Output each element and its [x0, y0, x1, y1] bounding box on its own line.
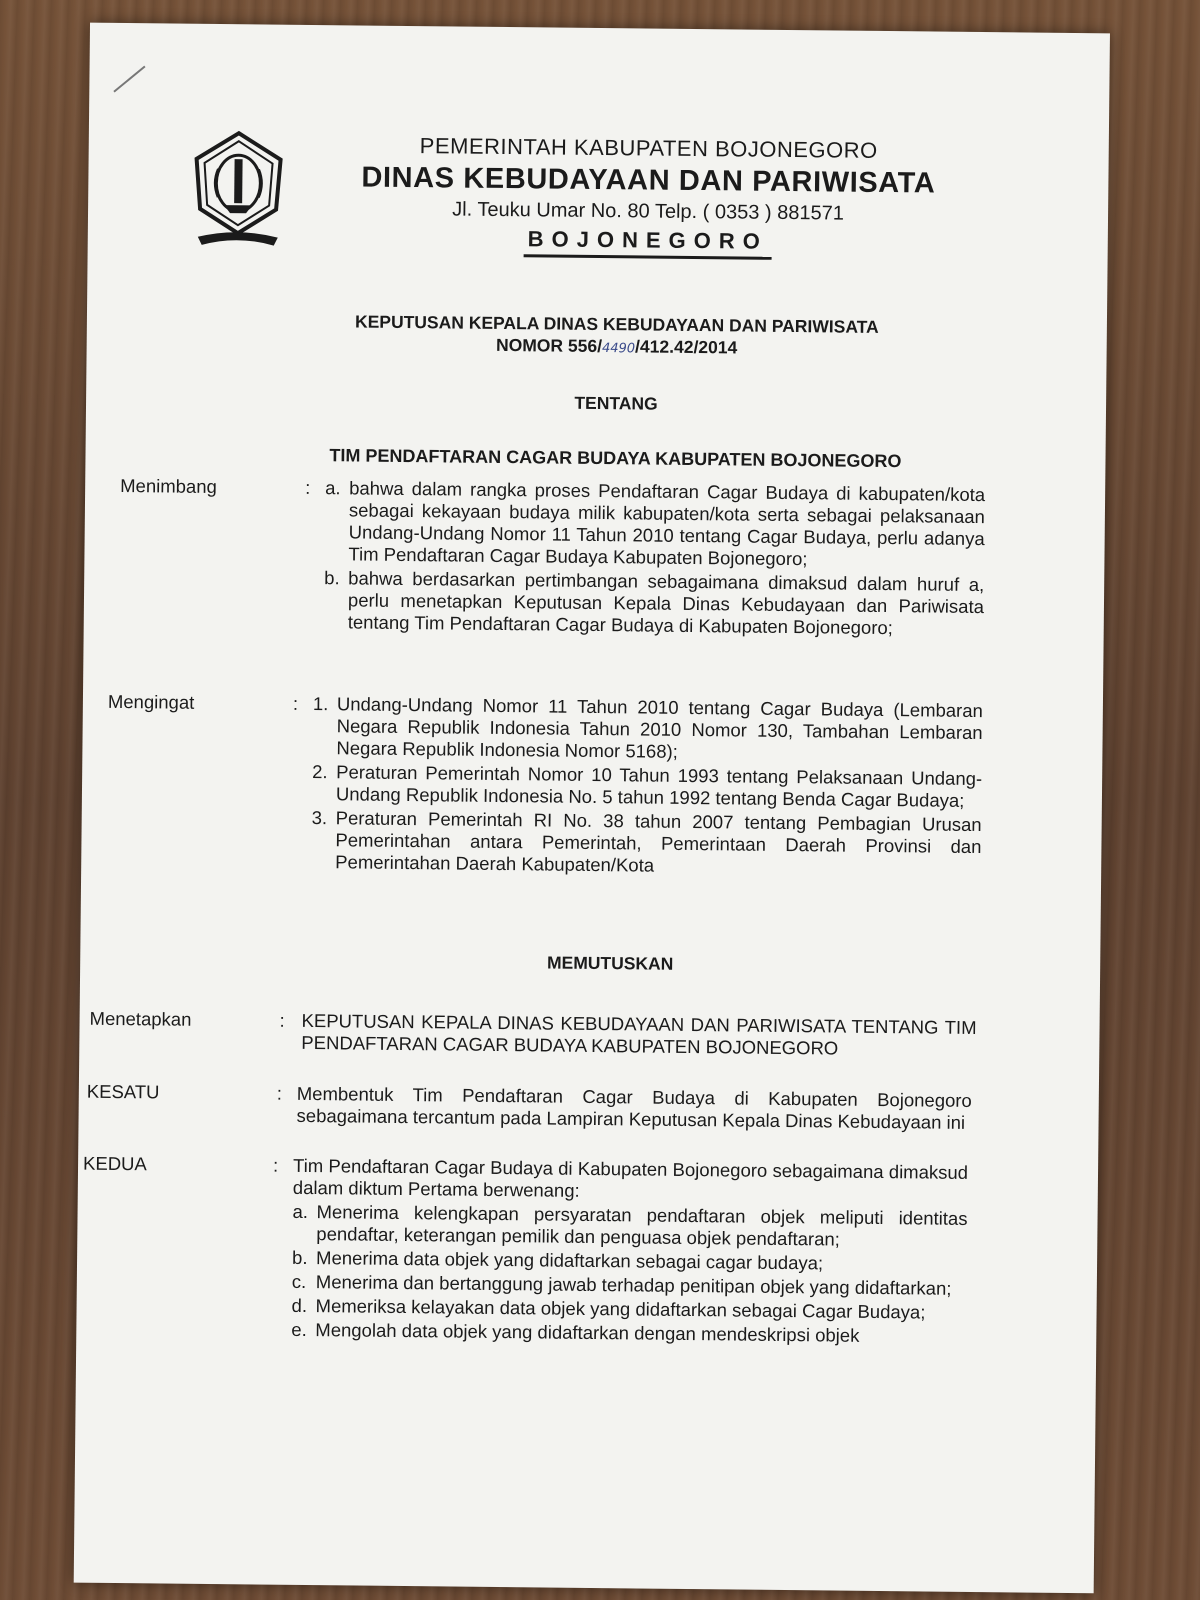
list-marker: b. [324, 567, 340, 589]
kedua-colon: : [272, 1154, 279, 1176]
decree-title-block [237, 309, 997, 364]
mengingat-section [107, 690, 988, 876]
regency-seal-icon [188, 129, 289, 250]
menetapkan-text: KEPUTUSAN KEPALA DINAS KEBUDAYAAN DAN PARIWISATA TENTANG TIM PENDAFTARAN CAGAR BUDAYA KABUPATEN BOJONEGORO [301, 1009, 977, 1059]
mengingat-label: Mengingat [107, 690, 195, 713]
decree-number-suffix: /412.42/2014 [635, 336, 738, 358]
list-item-text: Peraturan Pemerintah RI No. 38 tahun 2007 tentang Pembagian Urusan Pemerintahan antara Pemerintah, Pemerintaan Daerah Provinsi dan Pemerintahan Daerah Kabupaten/Kota [335, 807, 982, 876]
menimbang-colon: : [305, 476, 311, 498]
mengingat-colon: : [292, 692, 299, 714]
menetapkan-colon: : [279, 1009, 285, 1031]
menetapkan-label: Menetapkan [89, 1007, 192, 1030]
list-marker: 1. [312, 693, 329, 715]
kesatu-text: Membentuk Tim Pendaftaran Cagar Budaya di Kabupaten Bojonegoro sebagaimana tercantum pada Lampiran Keputusan Kepala Dinas Kebudayaan ini [296, 1082, 972, 1133]
kesatu-colon: : [276, 1082, 283, 1104]
document-page [74, 23, 1110, 1594]
list-marker: 2. [312, 761, 328, 783]
list-item [292, 1201, 967, 1252]
decree-subject: TIM PENDAFTARAN CAGAR BUDAYA KABUPATEN BOJONEGORO [329, 445, 902, 472]
letterhead [187, 129, 1009, 298]
list-item-text: bahwa berdasarkan pertimbangan sebagaimana dimaksud dalam huruf a, perlu menetapkan Keputusan Kepala Dinas Kebudayaan dan Pariwisata tentang Tim Pendaftaran Cagar Budaya di Kabupaten Bojonegoro; [347, 567, 985, 639]
menimbang-list [324, 477, 986, 642]
menimbang-label: Menimbang [120, 475, 217, 498]
city-name: BOJONEGORO [524, 224, 772, 260]
list-item [324, 567, 985, 640]
menetapkan-section [89, 1007, 977, 1059]
list-item-text: Undang-Undang Nomor 11 Tahun 2010 tentang Cagar Budaya (Lembaran Negara Republik Indonesia Tahun 2010 Nomor 130, Tambahan Lembaran Negara Republik Indonesia Nomor 5168); [336, 693, 983, 762]
list-marker: 3. [311, 807, 328, 829]
kedua-section [82, 1152, 969, 1346]
list-marker: a. [292, 1200, 309, 1223]
list-marker: a. [325, 477, 341, 499]
agency-name: DINAS KEBUDAYAAN DAN PARIWISATA [361, 161, 936, 200]
list-marker: e. [291, 1318, 307, 1341]
pen-mark [113, 66, 145, 93]
list-marker: d. [291, 1294, 308, 1317]
kesatu-label: KESATU [86, 1080, 160, 1103]
kedua-body [291, 1155, 968, 1350]
list-marker: b. [291, 1246, 308, 1269]
kesatu-section [86, 1080, 972, 1133]
mengingat-list [311, 693, 983, 882]
list-item-text: Menerima kelengkapan persyaratan pendaftaran objek meliputi identitas pendaftar, keterangan pemilik dan penguasa objek pendaftaran; [316, 1201, 968, 1250]
list-item-text: Menerima data objek yang didaftarkan sebagai cagar budaya; [315, 1247, 824, 1274]
government-name: PEMERINTAH KABUPATEN BOJONEGORO [419, 133, 878, 163]
list-item [312, 761, 982, 812]
memutuskan-heading: MEMUTUSKAN [546, 952, 674, 974]
tentang-heading: TENTANG [574, 392, 658, 414]
menimbang-section [110, 475, 990, 639]
agency-address: Jl. Teuku Umar No. 80 Telp. ( 0353 ) 881571 [452, 198, 845, 225]
decree-number-handwritten: 4490 [601, 341, 636, 357]
decree-number-prefix: NOMOR 556/ [495, 334, 603, 357]
list-item-text: bahwa dalam rangka proses Pendaftaran Cagar Budaya di kabupaten/kota sebagai kekayaan budaya milik kabupaten/kota serta sebagai pelaksanaan Undang-Undang Nomor 11 Tahun 2010 tentang Cagar Budaya, perlu adanya Tim Pendaftaran Cagar Budaya Kabupaten Bojonegoro; [348, 477, 986, 570]
list-item [312, 693, 983, 766]
list-item-text: Memeriksa kelayakan data objek yang didaftarkan sebagai Cagar Budaya; [315, 1295, 926, 1323]
list-item-text: Mengolah data objek yang didaftarkan dengan mendeskripsi objek [315, 1319, 860, 1346]
list-item-text: Peraturan Pemerintah Nomor 10 Tahun 1993 tentang Pelaksanaan Undang-Undang Republik Indonesia No. 5 tahun 1992 tentang Benda Cagar Budaya; [335, 761, 983, 811]
list-item [311, 807, 982, 880]
list-item [291, 1319, 966, 1348]
decree-title: KEPUTUSAN KEPALA DINAS KEBUDAYAAN DAN PARIWISATA [354, 311, 879, 337]
kedua-intro: Tim Pendaftaran Cagar Budaya di Kabupaten Bojonegoro sebagaimana dimaksud dalam diktum Pertama berwenang: [292, 1154, 969, 1201]
list-item [324, 477, 985, 572]
list-item-text: Menerima dan bertanggung jawab terhadap penitipan objek yang didaftarkan; [315, 1271, 952, 1299]
list-marker: c. [291, 1270, 307, 1292]
kedua-label: KEDUA [82, 1152, 147, 1175]
